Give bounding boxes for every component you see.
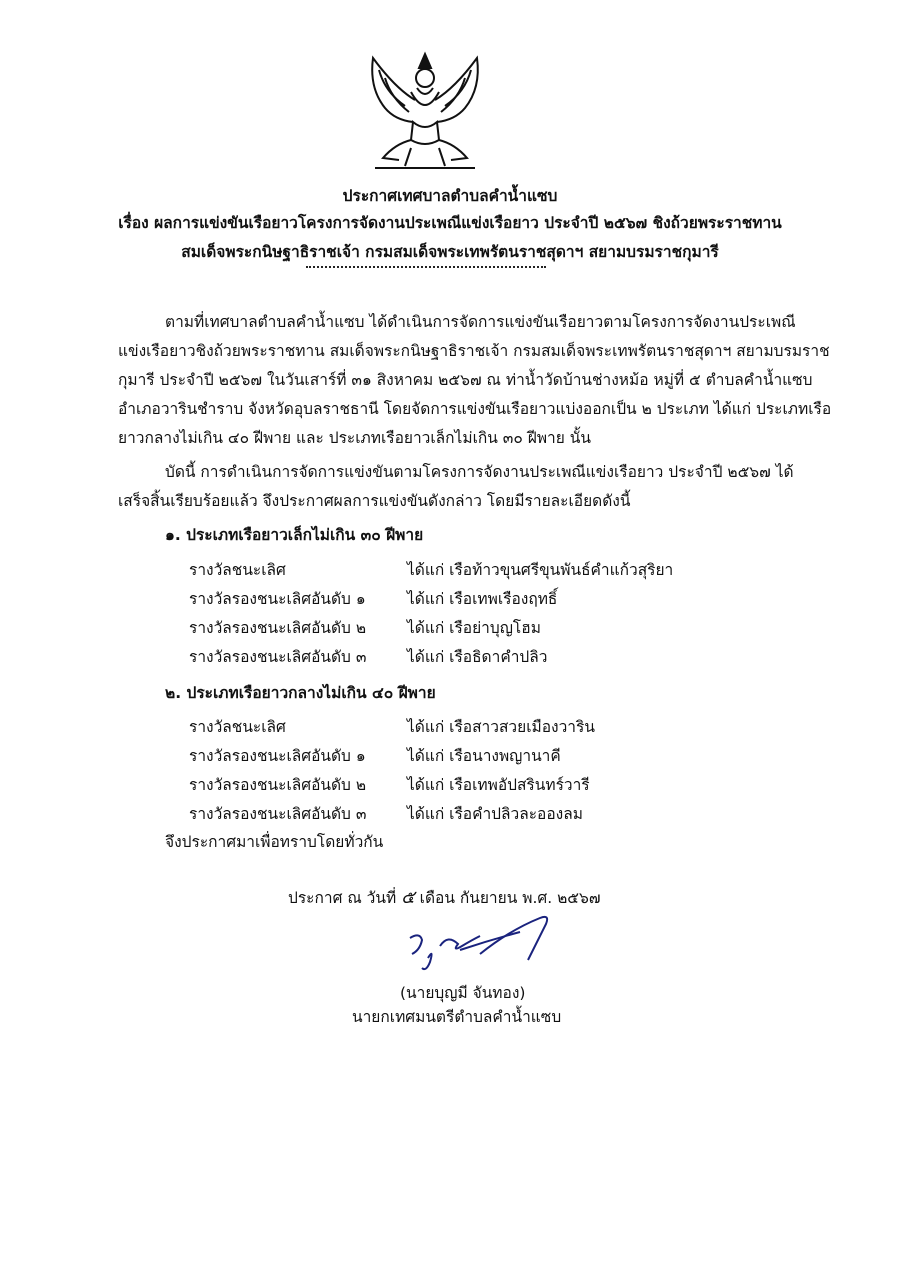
result-row [189, 556, 673, 584]
award-label: รางวัลรองชนะเลิศอันดับ ๑ [189, 590, 366, 608]
closing-statement: จึงประกาศมาเพื่อทราบโดยทั่วกัน [165, 833, 384, 851]
subject-line-1: เรื่อง ผลการแข่งขันเรือยาวโครงการจัดงานประเพณีแข่งเรือยาว ประจำปี ๒๕๖๗ ชิงถ้วยพระราชทาน [118, 214, 782, 232]
para1-line-3: กุมารี ประจำปี ๒๕๖๗ ในวันเสาร์ที่ ๓๑ สิงหาคม ๒๕๖๗ ณ ท่าน้ำวัดบ้านช่างหม้อ หมู่ที่ ๕ ตำบลคำน้ำแซบ [118, 371, 813, 389]
winner-label: ได้แก่ เรือย่าบุญโฮม [407, 619, 541, 637]
subject-line-2: สมเด็จพระกนิษฐาธิราชเจ้า กรมสมเด็จพระเทพรัตนราชสุดาฯ สยามบรมราชกุมารี [181, 243, 719, 261]
award-label: รางวัลรองชนะเลิศอันดับ ๓ [189, 805, 367, 823]
para1-line-5: ยาวกลางไม่เกิน ๔๐ ฝีพาย และ ประเภทเรือยาวเล็กไม่เกิน ๓๐ ฝีพาย นั้น [118, 429, 591, 447]
result-row [189, 614, 541, 642]
result-row [189, 585, 557, 613]
winner-label: ได้แก่ เรือคำปลิวละอองลม [407, 805, 583, 823]
result-row [189, 713, 595, 741]
para2-line-1: บัดนี้ การดำเนินการจัดการแข่งขันตามโครงการจัดงานประเพณีแข่งเรือยาว ประจำปี ๒๕๖๗ ได้ [165, 463, 794, 481]
signer-name: (นายบุญมี จันทอง) [400, 984, 526, 1002]
section-2-heading: ๒. ประเภทเรือยาวกลางไม่เกิน ๔๐ ฝีพาย [165, 684, 436, 702]
para1-line-2: แข่งเรือยาวชิงถ้วยพระราชทาน สมเด็จพระกนิษฐาธิราชเจ้า กรมสมเด็จพระเทพรัตนราชสุดาฯ สยามบรมราช [118, 342, 830, 360]
winner-label: ได้แก่ เรือเทพอัปสรินทร์วารี [407, 776, 590, 794]
winner-label: ได้แก่ เรือธิดาคำปลิว [407, 648, 548, 666]
para1-line-4: อำเภอวารินชำราบ จังหวัดอุบลราชธานี โดยจัดการแข่งขันเรือยาวแบ่งออกเป็น ๒ ประเภท ได้แก่ ประเภทเรือ [118, 400, 832, 418]
para1-line-1: ตามที่เทศบาลตำบลคำน้ำแซบ ได้ดำเนินการจัดการแข่งขันเรือยาวตามโครงการจัดงานประเพณี [165, 313, 796, 331]
award-label: รางวัลรองชนะเลิศอันดับ ๑ [189, 747, 366, 765]
announcement-date [288, 882, 601, 911]
date-prefix: ประกาศ ณ วันที่ [288, 889, 397, 907]
winner-label: ได้แก่ เรือท้าวขุนศรีขุนพันธ์คำแก้วสุริยา [407, 561, 674, 579]
section-1-heading: ๑. ประเภทเรือยาวเล็กไม่เกิน ๓๐ ฝีพาย [165, 526, 424, 544]
result-row [189, 800, 583, 828]
garuda-emblem-icon [355, 48, 495, 176]
winner-label: ได้แก่ เรือสาวสวยเมืองวาริน [407, 718, 595, 736]
date-suffix: เดือน กันยายน พ.ศ. ๒๕๖๗ [419, 889, 601, 907]
announcement-title: ประกาศเทศบาลตำบลคำน้ำแซบ [342, 187, 558, 205]
award-label: รางวัลรองชนะเลิศอันดับ ๒ [189, 776, 367, 794]
result-row [189, 643, 547, 671]
award-label: รางวัลรองชนะเลิศอันดับ ๒ [189, 619, 367, 637]
award-label: รางวัลชนะเลิศ [189, 561, 286, 579]
result-row [189, 771, 590, 799]
winner-label: ได้แก่ เรือนางพญานาคี [407, 747, 561, 765]
date-day: ๕ [401, 887, 415, 908]
dotted-divider [306, 266, 546, 268]
result-row [189, 742, 561, 770]
signer-position: นายกเทศมนตรีตำบลคำน้ำแซบ [352, 1008, 562, 1026]
award-label: รางวัลชนะเลิศ [189, 718, 286, 736]
para2-line-2: เสร็จสิ้นเรียบร้อยแล้ว จึงประกาศผลการแข่งขันดังกล่าว โดยมีรายละเอียดดังนี้ [118, 492, 631, 510]
winner-label: ได้แก่ เรือเทพเรืองฤทธิ์ [407, 590, 558, 608]
award-label: รางวัลรองชนะเลิศอันดับ ๓ [189, 648, 367, 666]
signature-icon [400, 910, 600, 980]
